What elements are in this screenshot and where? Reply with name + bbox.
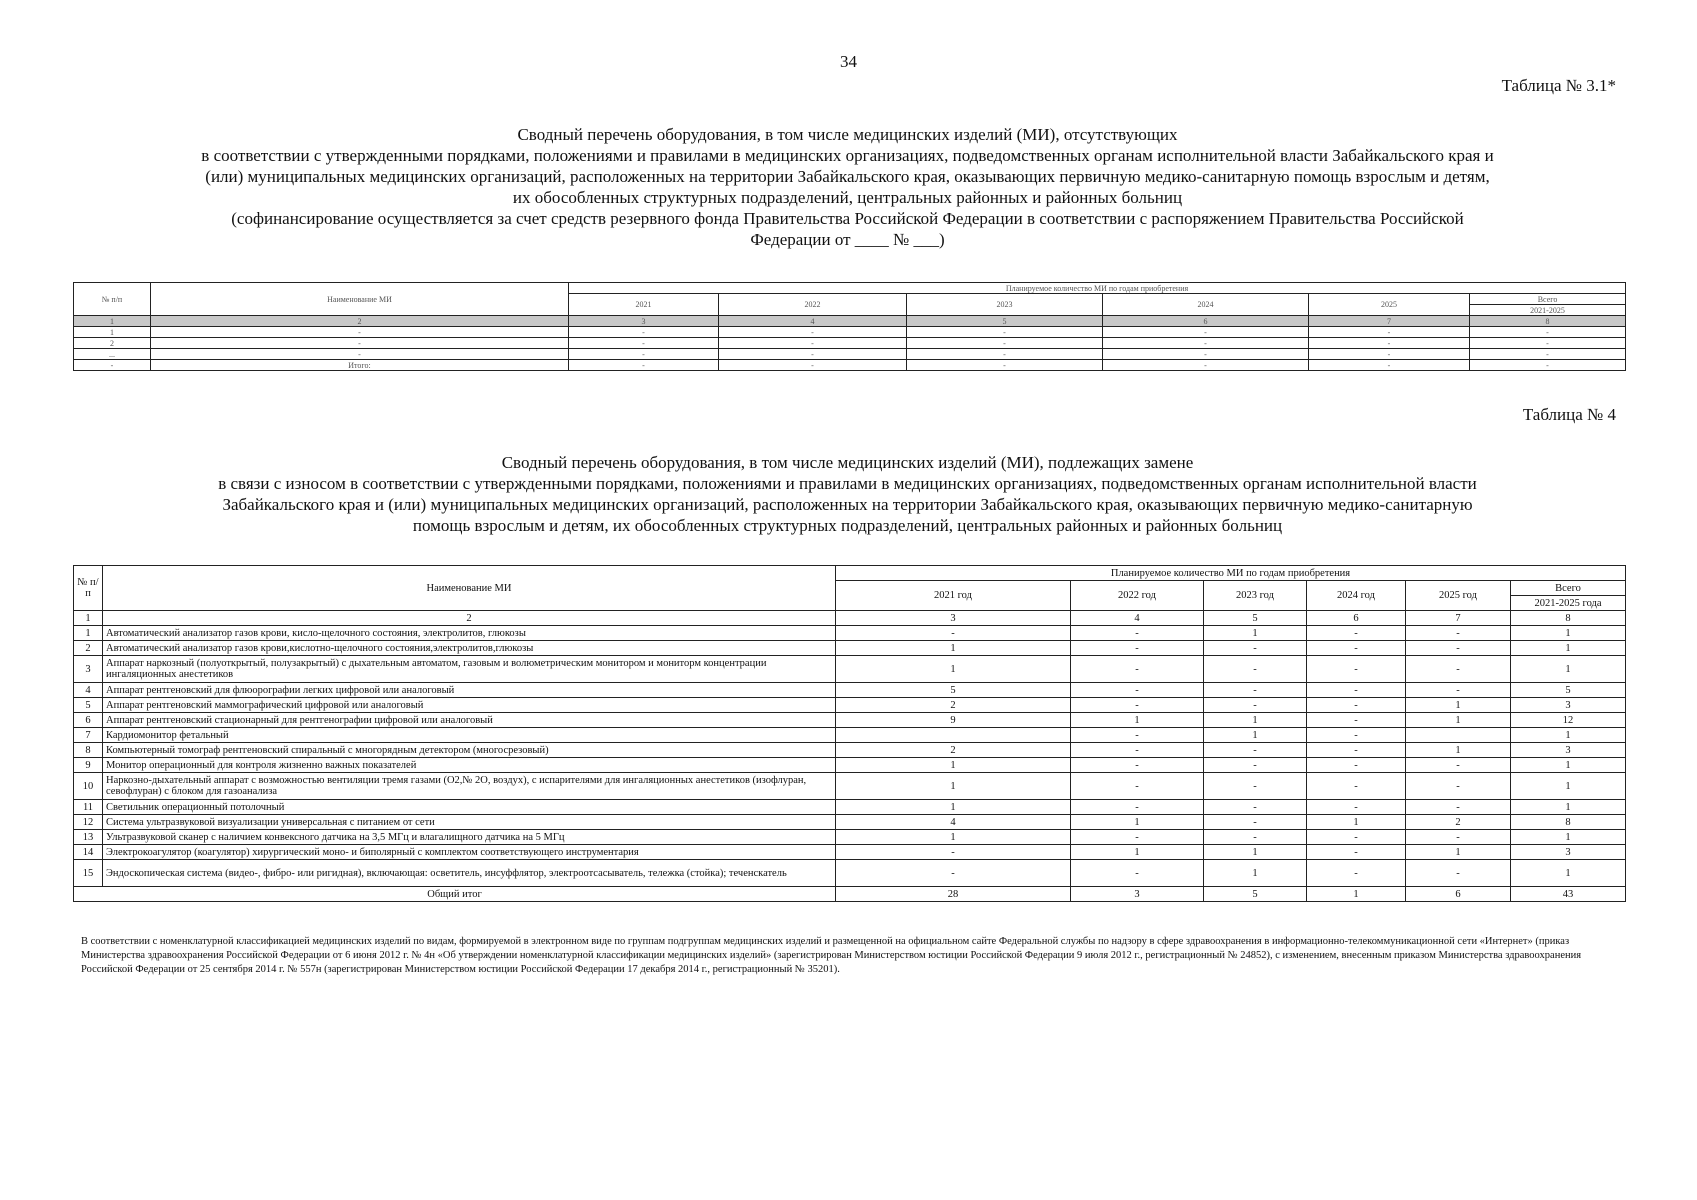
table-cell: - xyxy=(1307,758,1406,773)
table-cell: 1 xyxy=(1511,626,1626,641)
table-cell: - xyxy=(1103,338,1309,349)
table-cell: - xyxy=(1307,683,1406,698)
table-cell: 5 xyxy=(836,683,1071,698)
table-cell: - xyxy=(1307,713,1406,728)
table-cell: - xyxy=(719,360,907,371)
header-year: 2024 xyxy=(1103,294,1309,316)
header-year: 2021 xyxy=(569,294,719,316)
item-name: Система ультразвуковой визуализации универсальная с питанием от сети xyxy=(103,815,836,830)
table-cell: - xyxy=(836,845,1071,860)
table-cell: 8 xyxy=(74,743,103,758)
table-cell: - xyxy=(1309,327,1470,338)
item-name: Монитор операционный для контроля жизненно важных показателей xyxy=(103,758,836,773)
item-name: Компьютерный томограф рентгеновский спиральный с многорядным детектором (многосрезовый) xyxy=(103,743,836,758)
table-cell: - xyxy=(1071,773,1204,800)
total-label: Общий итог xyxy=(74,887,836,902)
table-cell: - xyxy=(1470,327,1626,338)
table-cell: - xyxy=(1071,641,1204,656)
table-cell: 43 xyxy=(1511,887,1626,902)
title-line: их обособленных структурных подразделений, центральных районных и районных больниц xyxy=(512,188,1183,207)
table-cell: 8 xyxy=(1470,316,1626,327)
table-cell: - xyxy=(1204,743,1307,758)
index-row xyxy=(74,611,1626,626)
table-row xyxy=(74,338,1626,349)
title-line: Федерации от ____ № ___) xyxy=(750,230,945,249)
table-cell: 1 xyxy=(1204,728,1307,743)
table-cell: - xyxy=(1071,860,1204,887)
table-cell: - xyxy=(1307,656,1406,683)
table-cell: 15 xyxy=(74,860,103,887)
title-line: помощь взрослым и детям, их обособленных структурных подразделений, центральных районных и районных больниц xyxy=(412,516,1283,535)
table-cell: 12 xyxy=(1511,713,1626,728)
table-cell: - xyxy=(1307,773,1406,800)
header-year: 2024 год xyxy=(1307,581,1406,611)
table-cell: - xyxy=(74,360,151,371)
table-cell: - xyxy=(719,327,907,338)
table-cell: 6 xyxy=(74,713,103,728)
total-row xyxy=(74,887,1626,902)
table-cell: - xyxy=(1307,626,1406,641)
table-cell: 28 xyxy=(836,887,1071,902)
table-cell: - xyxy=(1406,656,1511,683)
table-cell: 1 xyxy=(1204,626,1307,641)
table-cell: 1 xyxy=(1511,656,1626,683)
table-cell: 13 xyxy=(74,830,103,845)
table-cell: 1 xyxy=(1307,815,1406,830)
table-cell: - xyxy=(1307,743,1406,758)
table-cell: - xyxy=(1309,349,1470,360)
table-cell: 2 xyxy=(1406,815,1511,830)
title-line: в соответствии с утвержденными порядками, положениями и правилами в медицинских организациях, подведомственных органам исполнительной власти Забайкальского края и xyxy=(201,146,1494,165)
table-cell: 2 xyxy=(836,698,1071,713)
table-cell: - xyxy=(1204,815,1307,830)
table-cell: 1 xyxy=(1511,773,1626,800)
item-name: Автоматический анализатор газов крови, кисло-щелочного состояния, электролитов, глюкозы xyxy=(103,626,836,641)
item-name: Электрокоагулятор (коагулятор) хирургический моно- и биполярный с комплектом соответствующего инструментария xyxy=(103,845,836,860)
table-cell: 1 xyxy=(1511,728,1626,743)
table-cell: - xyxy=(1071,830,1204,845)
table-cell: 1 xyxy=(836,758,1071,773)
table-cell: - xyxy=(569,349,719,360)
table-cell: 1 xyxy=(1071,815,1204,830)
table-cell: 2 xyxy=(74,641,103,656)
item-name: Автоматический анализатор газов крови,кислотно-щелочного состояния,электролитов,глюкозы xyxy=(103,641,836,656)
table-cell xyxy=(1406,728,1511,743)
table-cell: - xyxy=(1406,830,1511,845)
table-cell: 4 xyxy=(836,815,1071,830)
table-cell: 1 xyxy=(1511,758,1626,773)
table-cell: 1 xyxy=(836,800,1071,815)
table-cell: - xyxy=(569,360,719,371)
table-cell: - xyxy=(1204,698,1307,713)
table-cell: - xyxy=(569,338,719,349)
table-row xyxy=(74,845,1626,860)
table-row xyxy=(74,698,1626,713)
table-cell: 1 xyxy=(74,316,151,327)
table-cell: 12 xyxy=(74,815,103,830)
title-line: Забайкальского края и (или) муниципальных медицинских организаций, расположенных на территории Забайкальского края, оказывающих первичную медико-санитарную xyxy=(222,495,1473,514)
table-cell: - xyxy=(1071,626,1204,641)
table-cell: - xyxy=(907,360,1103,371)
table-cell: 9 xyxy=(836,713,1071,728)
table-cell: 3 xyxy=(1511,845,1626,860)
table-row xyxy=(74,773,1626,800)
header-name: Наименование МИ xyxy=(151,283,569,316)
table-cell: - xyxy=(1307,641,1406,656)
item-name: Эндоскопическая система (видео-, фибро- или ригидная), включающая: осветитель, инсуффлятор, электроотсасыватель, тележка (стойка); теченскатель xyxy=(103,860,836,887)
table-cell: - xyxy=(1309,360,1470,371)
table-cell: 6 xyxy=(1406,887,1511,902)
table-cell: - xyxy=(1071,800,1204,815)
table-cell: - xyxy=(1103,349,1309,360)
table-cell: - xyxy=(1204,758,1307,773)
table-cell: - xyxy=(1071,728,1204,743)
table-row xyxy=(74,758,1626,773)
table-cell: - xyxy=(1204,683,1307,698)
table-cell: - xyxy=(907,338,1103,349)
table-row xyxy=(74,327,1626,338)
table-cell: - xyxy=(1071,656,1204,683)
table-row xyxy=(74,860,1626,887)
table-cell: 1 xyxy=(836,656,1071,683)
item-name: - xyxy=(151,338,569,349)
title-line: в связи с износом в соответствии с утвержденными порядками, положениями и правилами в медицинских организациях, подведомственных органам исполнительной власти xyxy=(218,474,1477,493)
table-cell: 1 xyxy=(1071,713,1204,728)
table-cell: - xyxy=(1071,683,1204,698)
table-cell: - xyxy=(1307,728,1406,743)
table-row xyxy=(74,830,1626,845)
header-year: 2025 год xyxy=(1406,581,1511,611)
header-num: № п/п xyxy=(74,283,151,316)
table-cell: 1 xyxy=(74,327,151,338)
table-cell: 11 xyxy=(74,800,103,815)
item-name: - xyxy=(151,349,569,360)
table-cell: 8 xyxy=(1511,815,1626,830)
table-cell: 1 xyxy=(1071,845,1204,860)
table-cell: - xyxy=(1470,360,1626,371)
item-name: Светильник операционный потолочный xyxy=(103,800,836,815)
table-31-title xyxy=(70,124,1625,250)
table-cell: - xyxy=(1470,349,1626,360)
table-cell: 1 xyxy=(1511,860,1626,887)
header-total: Всего xyxy=(1511,581,1626,596)
table-cell: - xyxy=(1204,800,1307,815)
table-cell: 1 xyxy=(836,830,1071,845)
table-cell: - xyxy=(1470,338,1626,349)
header-year: 2022 xyxy=(719,294,907,316)
table-cell: - xyxy=(1406,860,1511,887)
table-cell: 2 xyxy=(103,611,836,626)
table-cell: 1 xyxy=(1511,830,1626,845)
table-cell: - xyxy=(1071,698,1204,713)
header-year: 2022 год xyxy=(1071,581,1204,611)
table-cell: 4 xyxy=(74,683,103,698)
title-line: (или) муниципальных медицинских организаций, расположенных на территории Забайкальского края, оказывающих первичную медико-санитарную помощь взрослым и детям, xyxy=(205,167,1490,186)
header-year: 2025 xyxy=(1309,294,1470,316)
table-cell: 8 xyxy=(1511,611,1626,626)
table-row xyxy=(74,800,1626,815)
table-cell: - xyxy=(907,327,1103,338)
table-cell: 3 xyxy=(836,611,1071,626)
table-cell: 2 xyxy=(836,743,1071,758)
title-line: Сводный перечень оборудования, в том числе медицинских изделий (МИ), отсутствующих xyxy=(517,125,1178,144)
table-cell: 5 xyxy=(1204,887,1307,902)
table-row xyxy=(74,641,1626,656)
table-cell: - xyxy=(1309,338,1470,349)
item-name: - xyxy=(151,327,569,338)
table-cell: - xyxy=(1406,773,1511,800)
table-cell: - xyxy=(1307,830,1406,845)
title-line: Сводный перечень оборудования, в том числе медицинских изделий (МИ), подлежащих замене xyxy=(501,453,1194,472)
header-total: Всего xyxy=(1470,294,1626,305)
table-cell: 1 xyxy=(74,626,103,641)
table-cell: 5 xyxy=(74,698,103,713)
table-cell: 1 xyxy=(1204,713,1307,728)
table-cell: 14 xyxy=(74,845,103,860)
table-cell: - xyxy=(836,860,1071,887)
table-row xyxy=(74,815,1626,830)
header-total-range: 2021-2025 года xyxy=(1511,596,1626,611)
header-planned: Планируемое количество МИ по годам приобретения xyxy=(569,283,1626,294)
table-cell: ... xyxy=(74,349,151,360)
table-cell: - xyxy=(1204,656,1307,683)
item-name: Аппарат рентгеновский маммографический цифровой или аналоговый xyxy=(103,698,836,713)
table-cell: 4 xyxy=(1071,611,1204,626)
table-31-label: Таблица № 3.1* xyxy=(1501,76,1616,95)
table-cell: 1 xyxy=(1204,845,1307,860)
table-cell: - xyxy=(1307,845,1406,860)
table-cell: 5 xyxy=(1511,683,1626,698)
item-name: Аппарат наркозный (полуоткрытый, полузакрытый) с дыхательным автоматом, газовым и волюметрическим монитором и мониторм концентрации ингаляционных анестетиков xyxy=(103,656,836,683)
item-name: Итого: xyxy=(151,360,569,371)
table-cell: - xyxy=(719,338,907,349)
table-cell: 1 xyxy=(1204,860,1307,887)
table-cell: 9 xyxy=(74,758,103,773)
table-cell: 2 xyxy=(151,316,569,327)
table-cell: 10 xyxy=(74,773,103,800)
header-year: 2023 xyxy=(907,294,1103,316)
table-cell: 1 xyxy=(1406,713,1511,728)
table-cell: 1 xyxy=(1406,845,1511,860)
table-31 xyxy=(73,282,1626,371)
table-cell: - xyxy=(1406,758,1511,773)
table-row xyxy=(74,728,1626,743)
table-cell: 1 xyxy=(836,773,1071,800)
header-year: 2021 год xyxy=(836,581,1071,611)
table-cell: 3 xyxy=(74,656,103,683)
header-num: № п/ п xyxy=(74,566,103,611)
table-cell: - xyxy=(719,349,907,360)
table-cell: 7 xyxy=(1309,316,1470,327)
table-cell: 1 xyxy=(74,611,103,626)
table-row xyxy=(74,713,1626,728)
table-row xyxy=(74,743,1626,758)
table-cell: 1 xyxy=(1406,743,1511,758)
table-cell: 7 xyxy=(1406,611,1511,626)
page-number: 34 xyxy=(840,52,857,71)
table-cell: 5 xyxy=(1204,611,1307,626)
table-cell: 1 xyxy=(1511,800,1626,815)
table-cell: - xyxy=(1204,773,1307,800)
item-name: Кардиомонитор фетальный xyxy=(103,728,836,743)
table-cell: 7 xyxy=(74,728,103,743)
table-4-label: Таблица № 4 xyxy=(1522,405,1616,424)
table-cell: 3 xyxy=(569,316,719,327)
title-line: (софинансирование осуществляется за счет средств резервного фонда Правительства Российской Федерации в соответствии с распоряжением Правительства Российской xyxy=(231,209,1464,228)
table-cell: 3 xyxy=(1511,743,1626,758)
footnote: В соответствии с номенклатурной классификацией медицинских изделий по видам, формируемой в электронном виде по группам подгруппам медицинских изделий и размещенной на официальном сайте Федеральной службы по надзору в сфере здравоохранения в информационно-телекоммуникационной сети «Интернет» (приказ Министерства здравоохранения Российской Федерации от 6 июня 2012 г. № 4н «Об утверждении номенклатурной классификации медицинских изделий» (зарегистрирован Министерством юстиции Российской Федерации 9 июля 2012 г., регистрационный № 24852), с изменением, внесенным приказом Министерства здравоохранения Российской Федерации от 25 сентября 2014 г. № 557н (зарегистрирован Министерством юстиции Российской Федерации 17 декабря 2014 г., регистрационный № 35201). xyxy=(81,936,1582,975)
table-cell: 6 xyxy=(1103,316,1309,327)
table-4 xyxy=(73,565,1626,902)
table-cell: - xyxy=(907,349,1103,360)
table-row xyxy=(74,656,1626,683)
table-cell: 3 xyxy=(1071,887,1204,902)
table-cell: - xyxy=(1307,800,1406,815)
table-cell: 5 xyxy=(907,316,1103,327)
table-cell xyxy=(836,728,1071,743)
table-row xyxy=(74,626,1626,641)
header-total-range: 2021-2025 xyxy=(1470,305,1626,316)
table-cell: - xyxy=(569,327,719,338)
table-cell: - xyxy=(1071,758,1204,773)
table-row xyxy=(74,349,1626,360)
item-name: Наркозно-дыхательный аппарат с возможностью вентиляции тремя газами (O2,№ 2O, воздух), с испарителями для ингаляционных анестетиков (изофлуран, севофлуран) с блоком для газоанализа xyxy=(103,773,836,800)
header-planned: Планируемое количество МИ по годам приобретения xyxy=(836,566,1626,581)
table-cell: - xyxy=(1406,683,1511,698)
table-cell: - xyxy=(1103,360,1309,371)
table-cell: 1 xyxy=(1307,887,1406,902)
table-cell: 3 xyxy=(1511,698,1626,713)
table-cell: - xyxy=(836,626,1071,641)
table-cell: - xyxy=(1204,641,1307,656)
table-cell: 6 xyxy=(1307,611,1406,626)
table-cell: - xyxy=(1406,626,1511,641)
header-year: 2023 год xyxy=(1204,581,1307,611)
table-row xyxy=(74,683,1626,698)
item-name: Ультразвуковой сканер с наличием конвексного датчика на 3,5 МГц и влагалищного датчика на 5 МГц xyxy=(103,830,836,845)
table-cell: 1 xyxy=(1511,641,1626,656)
table-cell: 1 xyxy=(836,641,1071,656)
table-cell: 4 xyxy=(719,316,907,327)
table-cell: - xyxy=(1307,698,1406,713)
table-cell: - xyxy=(1307,860,1406,887)
table-row xyxy=(74,360,1626,371)
table-4-title xyxy=(70,452,1625,536)
table-cell: 2 xyxy=(74,338,151,349)
table-cell: 1 xyxy=(1406,698,1511,713)
index-row xyxy=(74,316,1626,327)
table-cell: - xyxy=(1103,327,1309,338)
item-name: Аппарат рентгеновский стационарный для рентгенографии цифровой или аналоговый xyxy=(103,713,836,728)
table-cell: - xyxy=(1204,830,1307,845)
table-cell: - xyxy=(1406,641,1511,656)
item-name: Аппарат рентгеновский для флюорографии легких цифровой или аналоговый xyxy=(103,683,836,698)
table-cell: - xyxy=(1071,743,1204,758)
header-name: Наименование МИ xyxy=(103,566,836,611)
table-cell: - xyxy=(1406,800,1511,815)
